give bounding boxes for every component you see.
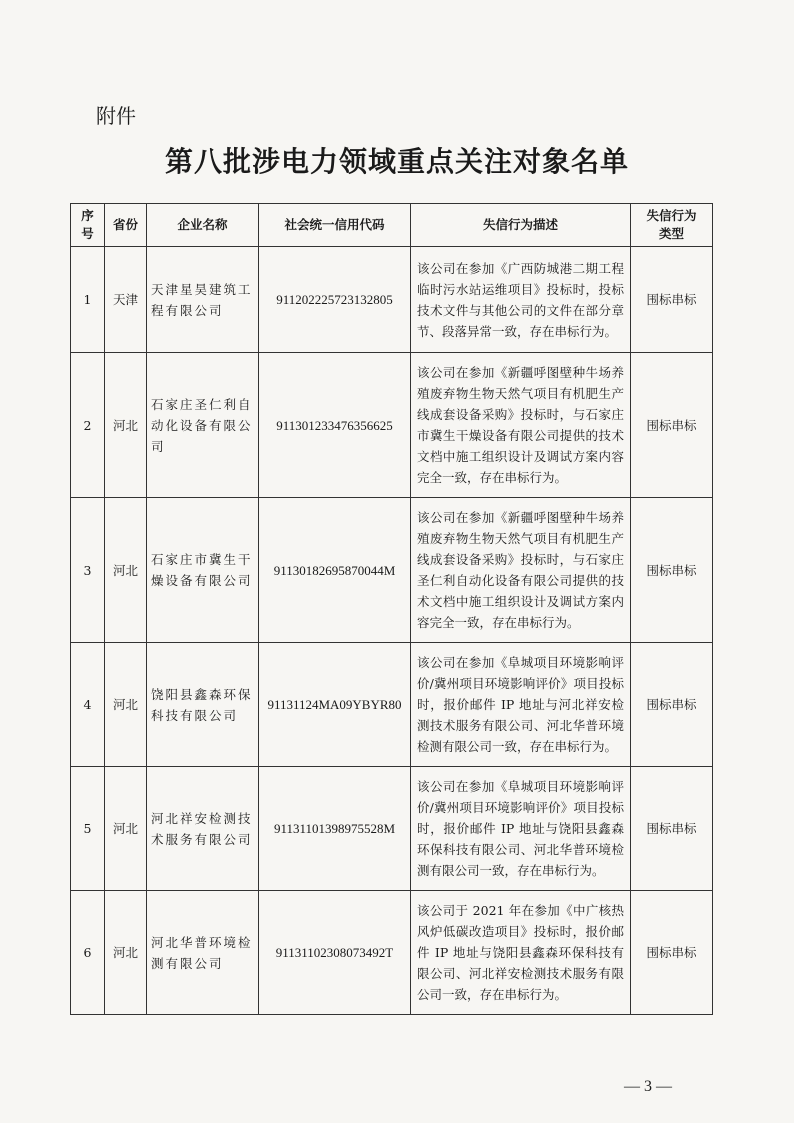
column-header-type: 失信行为类型 [631,204,713,247]
row-company: 河北华普环境检测有限公司 [147,891,259,1015]
row-province: 河北 [105,353,147,498]
row-province: 河北 [105,767,147,891]
column-header-no: 序号 [71,204,105,247]
row-type: 围标串标 [631,643,713,767]
column-header-description: 失信行为描述 [411,204,631,247]
row-code: 911202225723132805 [259,247,411,353]
page-number: — 3 — [624,1078,672,1095]
row-no: 6 [71,891,105,1015]
row-province: 河北 [105,643,147,767]
row-code: 91131102308073492T [259,891,411,1015]
row-code: 91131101398975528M [259,767,411,891]
column-header-province: 省份 [105,204,147,247]
focus-list-table [70,203,713,1015]
row-no: 1 [71,247,105,353]
row-province: 河北 [105,891,147,1015]
row-type: 围标串标 [631,247,713,353]
row-no: 4 [71,643,105,767]
column-header-code: 社会统一信用代码 [259,204,411,247]
row-type: 围标串标 [631,498,713,643]
row-province: 天津 [105,247,147,353]
attachment-label: 附件 [96,104,136,128]
row-company: 石家庄圣仁利自动化设备有限公司 [147,353,259,498]
row-no: 5 [71,767,105,891]
row-type: 围标串标 [631,891,713,1015]
row-description: 该公司在参加《阜城项目环境影响评价/冀州项目环境影响评价》项目投标时，报价邮件 IP 地址与饶阳县鑫森环保科技有限公司、河北华普环境检测有限公司一致，存在串标行为。 [411,767,631,891]
table-row [71,891,713,1015]
row-company: 天津星昊建筑工程有限公司 [147,247,259,353]
row-company: 饶阳县鑫森环保科技有限公司 [147,643,259,767]
table-row [71,353,713,498]
row-no: 2 [71,353,105,498]
table-header-row [71,204,713,247]
row-no: 3 [71,498,105,643]
page-title: 第八批涉电力领域重点关注对象名单 [164,145,629,178]
table-row [71,767,713,891]
row-province: 河北 [105,498,147,643]
row-company: 河北祥安检测技术服务有限公司 [147,767,259,891]
row-description: 该公司在参加《新疆呼图壁种牛场养殖废弃物生物天然气项目有机肥生产线成套设备采购》投标时，与石家庄圣仁利自动化设备有限公司提供的技术文档中施工组织设计及调试方案内容完全一致，存在串标行为。 [411,498,631,643]
row-code: 91130182695870044M [259,498,411,643]
row-description: 该公司在参加《新疆呼图壁种牛场养殖废弃物生物天然气项目有机肥生产线成套设备采购》投标时，与石家庄市冀生干燥设备有限公司提供的技术文档中施工组织设计及调试方案内容完全一致，存在串标行为。 [411,353,631,498]
row-description: 该公司在参加《广西防城港二期工程临时污水站运维项目》投标时，投标技术文件与其他公司的文件在部分章节、段落异常一致，存在串标行为。 [411,247,631,353]
column-header-company: 企业名称 [147,204,259,247]
row-code: 91131124MA09YBYR80 [259,643,411,767]
table-row [71,498,713,643]
row-description: 该公司在参加《阜城项目环境影响评价/冀州项目环境影响评价》项目投标时，报价邮件 IP 地址与河北祥安检测技术服务有限公司、河北华普环境检测有限公司一致，存在串标行为。 [411,643,631,767]
row-company: 石家庄市冀生干燥设备有限公司 [147,498,259,643]
row-description: 该公司于 2021 年在参加《中广核热风炉低碳改造项目》投标时，报价邮件 IP 地址与饶阳县鑫森环保科技有限公司、河北祥安检测技术服务有限公司一致，存在串标行为。 [411,891,631,1015]
row-type: 围标串标 [631,767,713,891]
table-row [71,247,713,353]
table-row [71,643,713,767]
row-type: 围标串标 [631,353,713,498]
row-code: 911301233476356625 [259,353,411,498]
